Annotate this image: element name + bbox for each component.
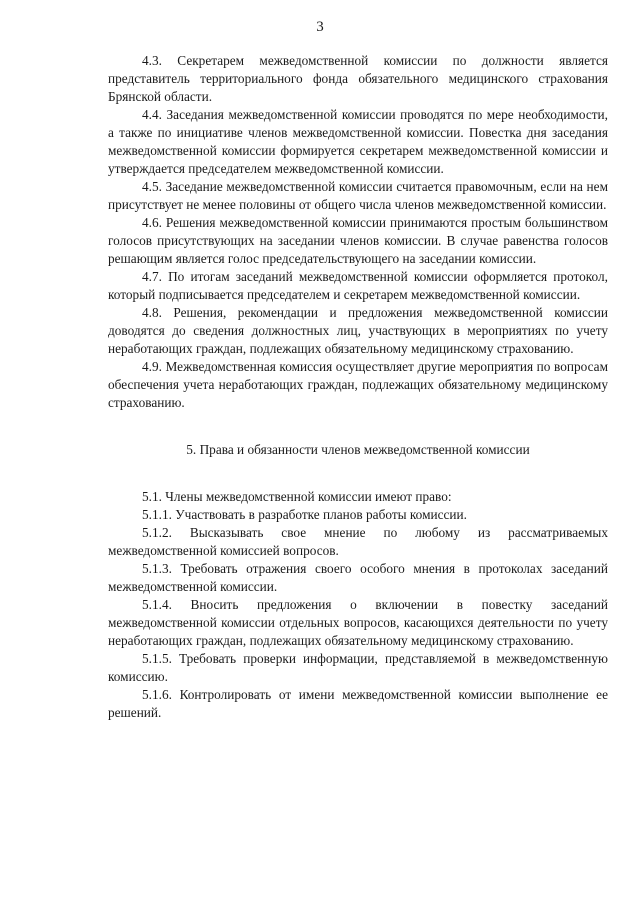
paragraph-4-4: 4.4. Заседания межведомственной комиссии проводятся по мере необходимости, а также по инициативе членов межведомственной комиссии. Повестка дня заседания межведомственной комиссии формируется секретарем межведомственной комиссии и утверждается председателем межведомственной комиссии. bbox=[108, 107, 608, 176]
paragraph-5-1-5: 5.1.5. Требовать проверки информации, представляемой в межведомственную комиссию. bbox=[108, 651, 608, 684]
paragraph-4-5: 4.5. Заседание межведомственной комиссии считается правомочным, если на нем присутствует не менее половины от общего числа членов межведомственной комиссии. bbox=[108, 179, 608, 212]
document-body bbox=[108, 52, 608, 722]
page-number: 3 bbox=[316, 19, 324, 35]
section-5-heading: 5. Права и обязанности членов межведомственной комиссии bbox=[186, 442, 530, 457]
paragraph-4-7: 4.7. По итогам заседаний межведомственной комиссии оформляется протокол, который подписывается председателем и секретарем межведомственной комиссии. bbox=[108, 269, 608, 302]
paragraph-5-1-6: 5.1.6. Контролировать от имени межведомственной комиссии выполнение ее решений. bbox=[108, 687, 608, 720]
paragraph-4-6: 4.6. Решения межведомственной комиссии принимаются простым большинством голосов присутствующих на заседании членов комиссии. В случае равенства голосов решающим является голос председательствующего на заседании комиссии. bbox=[108, 215, 608, 266]
paragraph-4-9: 4.9. Межведомственная комиссия осуществляет другие мероприятия по вопросам обеспечения учета неработающих граждан, подлежащих обязательному медицинскому страхованию. bbox=[108, 359, 608, 410]
paragraph-5-1-2: 5.1.2. Высказывать свое мнение по любому из рассматриваемых межведомственной комиссией вопросов. bbox=[108, 525, 608, 558]
paragraph-4-3: 4.3. Секретарем межведомственной комиссии по должности является представитель территориального фонда обязательного медицинского страхования Брянской области. bbox=[108, 53, 608, 104]
paragraph-5-1-1: 5.1.1. Участвовать в разработке планов работы комиссии. bbox=[142, 507, 467, 522]
paragraph-5-1: 5.1. Члены межведомственной комиссии имеют право: bbox=[142, 489, 452, 504]
paragraph-4-8: 4.8. Решения, рекомендации и предложения межведомственной комиссии доводятся до сведения должностных лиц, участвующих в мероприятиях по учету неработающих граждан, подлежащих обязательному медицинскому страхованию. bbox=[108, 305, 608, 356]
paragraph-5-1-4: 5.1.4. Вносить предложения о включении в повестку заседаний межведомственной комиссии отдельных вопросов, касающихся деятельности по учету неработающих граждан, подлежащих обязательному медицинскому страхованию. bbox=[108, 597, 608, 648]
paragraph-5-1-3: 5.1.3. Требовать отражения своего особого мнения в протоколах заседаний межведомственной комиссии. bbox=[108, 561, 608, 594]
